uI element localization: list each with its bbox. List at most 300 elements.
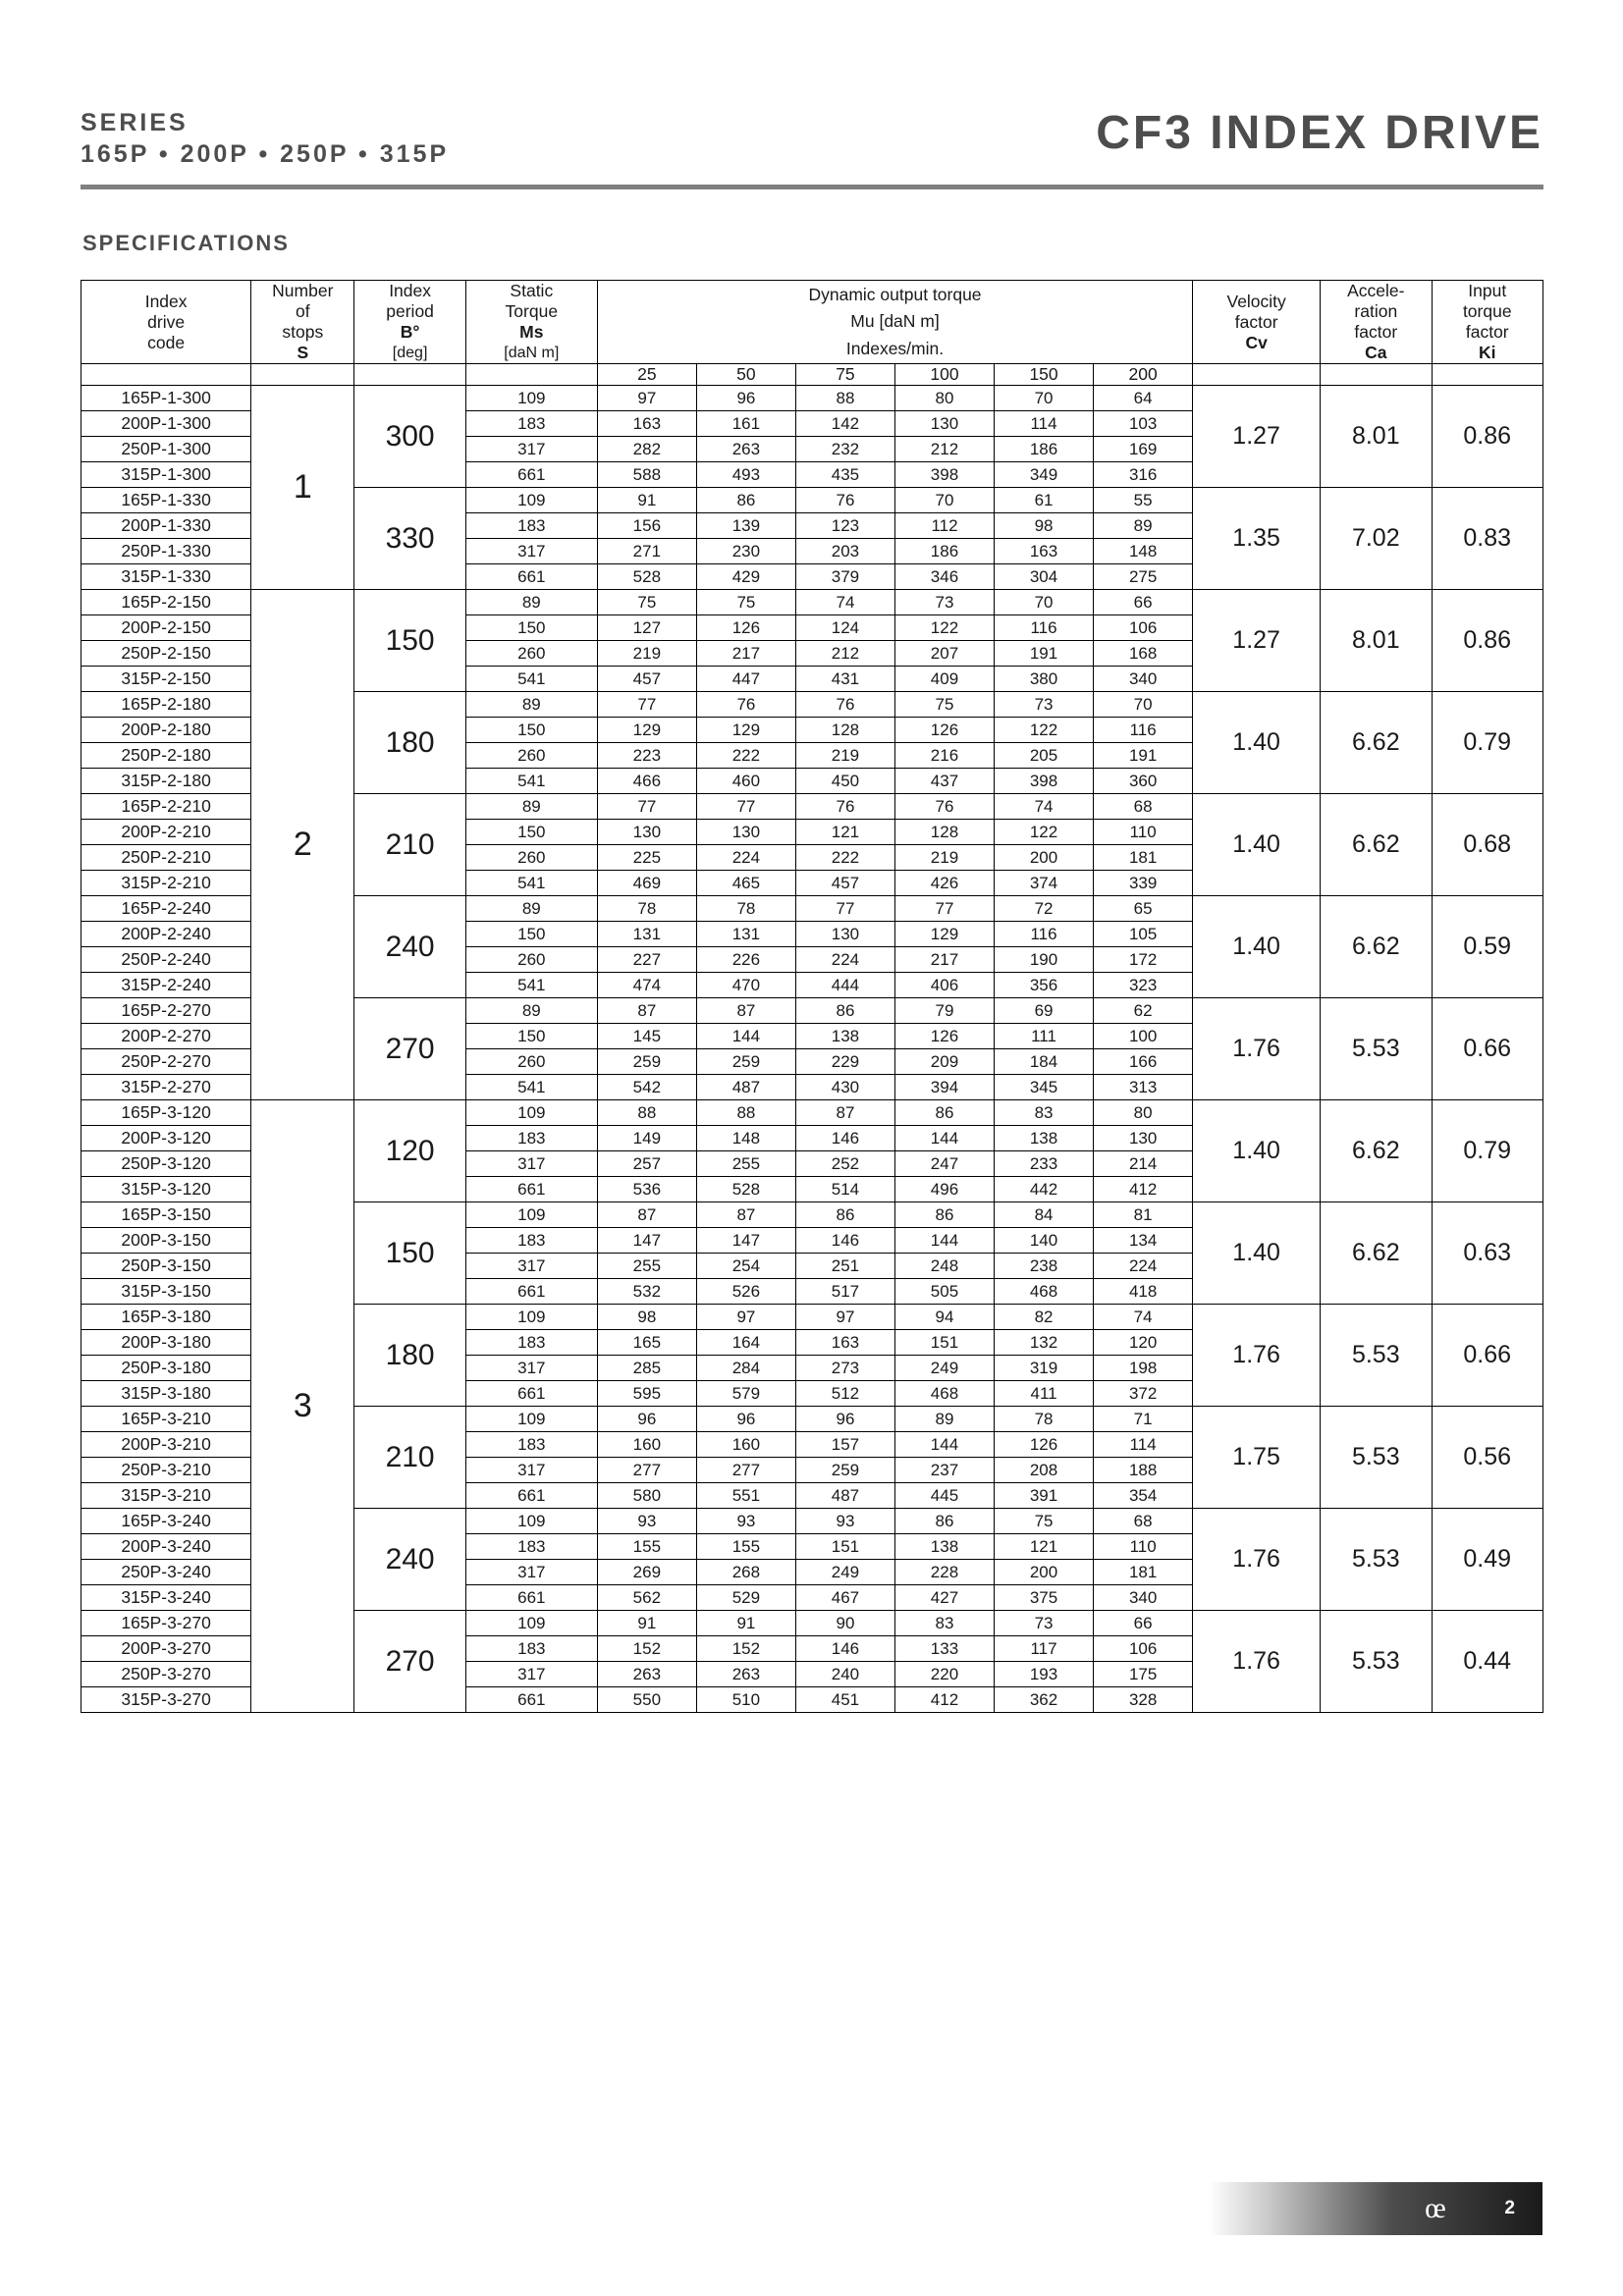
cell-dynamic-torque-50: 76 (696, 692, 795, 718)
cell-dynamic-torque-50: 493 (696, 462, 795, 488)
cell-dynamic-torque-150: 70 (995, 590, 1094, 615)
cell-static-torque: 317 (465, 1662, 597, 1687)
cell-static-torque: 260 (465, 743, 597, 769)
cell-dynamic-torque-100: 77 (894, 896, 994, 922)
cell-dynamic-torque-50: 284 (696, 1356, 795, 1381)
cell-velocity-factor: 1.40 (1193, 692, 1321, 794)
cell-dynamic-torque-50: 263 (696, 1662, 795, 1687)
table-head-mu-cols (81, 364, 1543, 386)
cell-dynamic-torque-200: 68 (1094, 1509, 1193, 1534)
cell-dynamic-torque-150: 200 (995, 845, 1094, 871)
cell-index-drive-code: 315P-2-210 (81, 871, 251, 896)
cell-dynamic-torque-100: 83 (894, 1611, 994, 1636)
cell-dynamic-torque-100: 73 (894, 590, 994, 615)
cell-dynamic-torque-75: 128 (795, 718, 894, 743)
cell-index-drive-code: 315P-3-270 (81, 1687, 251, 1713)
cell-acceleration-factor: 6.62 (1321, 1202, 1432, 1305)
cell-dynamic-torque-150: 319 (995, 1356, 1094, 1381)
cell-dynamic-torque-150: 111 (995, 1024, 1094, 1049)
cell-static-torque: 109 (465, 1100, 597, 1126)
cell-dynamic-torque-150: 75 (995, 1509, 1094, 1534)
cell-dynamic-torque-50: 268 (696, 1560, 795, 1585)
cell-dynamic-torque-25: 588 (597, 462, 696, 488)
cell-dynamic-torque-50: 160 (696, 1432, 795, 1458)
cell-dynamic-torque-75: 88 (795, 386, 894, 411)
cell-dynamic-torque-100: 75 (894, 692, 994, 718)
cell-dynamic-torque-200: 181 (1094, 1560, 1193, 1585)
cell-static-torque: 661 (465, 564, 597, 590)
th-ki-l3: factor (1465, 322, 1509, 342)
cell-dynamic-torque-150: 238 (995, 1254, 1094, 1279)
cell-dynamic-torque-150: 82 (995, 1305, 1094, 1330)
cell-dynamic-torque-200: 62 (1094, 998, 1193, 1024)
th-ca-l2: ration (1354, 301, 1398, 321)
cell-dynamic-torque-50: 528 (696, 1177, 795, 1202)
cell-input-torque-factor: 0.79 (1432, 1100, 1543, 1202)
table-row (81, 1100, 1543, 1126)
th-cv-l1: Velocity (1226, 291, 1286, 311)
cell-dynamic-torque-200: 100 (1094, 1024, 1193, 1049)
cell-dynamic-torque-100: 122 (894, 615, 994, 641)
th-mu-75: 75 (795, 364, 894, 386)
cell-static-torque: 317 (465, 437, 597, 462)
cell-dynamic-torque-75: 146 (795, 1228, 894, 1254)
th-velocity-factor (1193, 281, 1321, 364)
header-divider (81, 185, 1543, 189)
cell-dynamic-torque-200: 110 (1094, 820, 1193, 845)
cell-dynamic-torque-50: 78 (696, 896, 795, 922)
cell-static-torque: 150 (465, 820, 597, 845)
cell-dynamic-torque-50: 91 (696, 1611, 795, 1636)
cell-dynamic-torque-150: 468 (995, 1279, 1094, 1305)
cell-dynamic-torque-100: 94 (894, 1305, 994, 1330)
table-row (81, 386, 1543, 411)
cell-dynamic-torque-75: 249 (795, 1560, 894, 1585)
cell-dynamic-torque-75: 124 (795, 615, 894, 641)
cell-index-drive-code: 250P-3-210 (81, 1458, 251, 1483)
cell-dynamic-torque-50: 77 (696, 794, 795, 820)
th-spacer-code (81, 364, 251, 386)
cell-dynamic-torque-75: 251 (795, 1254, 894, 1279)
cell-dynamic-torque-150: 61 (995, 488, 1094, 513)
cell-dynamic-torque-50: 429 (696, 564, 795, 590)
cell-dynamic-torque-100: 248 (894, 1254, 994, 1279)
cell-static-torque: 109 (465, 488, 597, 513)
cell-index-drive-code: 250P-3-240 (81, 1560, 251, 1585)
th-mu-100: 100 (894, 364, 994, 386)
cell-dynamic-torque-50: 263 (696, 437, 795, 462)
cell-dynamic-torque-200: 181 (1094, 845, 1193, 871)
th-code-l1: Index (144, 291, 188, 311)
cell-dynamic-torque-25: 91 (597, 488, 696, 513)
cell-dynamic-torque-100: 247 (894, 1151, 994, 1177)
cell-dynamic-torque-50: 86 (696, 488, 795, 513)
cell-dynamic-torque-200: 134 (1094, 1228, 1193, 1254)
cell-static-torque: 661 (465, 1585, 597, 1611)
cell-dynamic-torque-150: 186 (995, 437, 1094, 462)
cell-velocity-factor: 1.27 (1193, 590, 1321, 692)
cell-dynamic-torque-50: 465 (696, 871, 795, 896)
cell-dynamic-torque-100: 207 (894, 641, 994, 667)
cell-input-torque-factor: 0.63 (1432, 1202, 1543, 1305)
cell-velocity-factor: 1.35 (1193, 488, 1321, 590)
cell-dynamic-torque-150: 114 (995, 411, 1094, 437)
cell-dynamic-torque-75: 457 (795, 871, 894, 896)
cell-acceleration-factor: 6.62 (1321, 896, 1432, 998)
cell-static-torque: 541 (465, 1075, 597, 1100)
cell-dynamic-torque-75: 90 (795, 1611, 894, 1636)
cell-dynamic-torque-25: 163 (597, 411, 696, 437)
cell-dynamic-torque-100: 249 (894, 1356, 994, 1381)
th-code-l3: code (147, 332, 186, 352)
cell-index-drive-code: 165P-3-120 (81, 1100, 251, 1126)
cell-index-drive-code: 165P-2-180 (81, 692, 251, 718)
cell-dynamic-torque-50: 96 (696, 1407, 795, 1432)
cell-input-torque-factor: 0.44 (1432, 1611, 1543, 1713)
cell-index-drive-code: 315P-3-240 (81, 1585, 251, 1611)
cell-dynamic-torque-150: 69 (995, 998, 1094, 1024)
th-stops-l2: of (296, 301, 310, 321)
cell-dynamic-torque-50: 87 (696, 998, 795, 1024)
cell-static-torque: 317 (465, 1151, 597, 1177)
cell-dynamic-torque-75: 151 (795, 1534, 894, 1560)
cell-dynamic-torque-25: 532 (597, 1279, 696, 1305)
cell-static-torque: 150 (465, 922, 597, 947)
cell-dynamic-torque-50: 255 (696, 1151, 795, 1177)
cell-dynamic-torque-200: 323 (1094, 973, 1193, 998)
cell-dynamic-torque-100: 468 (894, 1381, 994, 1407)
cell-dynamic-torque-50: 551 (696, 1483, 795, 1509)
cell-static-torque: 317 (465, 1458, 597, 1483)
cell-dynamic-torque-75: 240 (795, 1662, 894, 1687)
cell-dynamic-torque-100: 86 (894, 1100, 994, 1126)
cell-dynamic-torque-100: 76 (894, 794, 994, 820)
cell-dynamic-torque-25: 255 (597, 1254, 696, 1279)
cell-dynamic-torque-200: 116 (1094, 718, 1193, 743)
cell-dynamic-torque-200: 71 (1094, 1407, 1193, 1432)
cell-dynamic-torque-50: 93 (696, 1509, 795, 1534)
cell-dynamic-torque-200: 65 (1094, 896, 1193, 922)
cell-dynamic-torque-200: 105 (1094, 922, 1193, 947)
cell-dynamic-torque-50: 130 (696, 820, 795, 845)
cell-static-torque: 89 (465, 896, 597, 922)
cell-dynamic-torque-75: 87 (795, 1100, 894, 1126)
cell-dynamic-torque-50: 96 (696, 386, 795, 411)
series-block (81, 108, 449, 169)
cell-dynamic-torque-50: 470 (696, 973, 795, 998)
cell-input-torque-factor: 0.56 (1432, 1407, 1543, 1509)
cell-dynamic-torque-50: 139 (696, 513, 795, 539)
cell-dynamic-torque-25: 580 (597, 1483, 696, 1509)
cell-input-torque-factor: 0.49 (1432, 1509, 1543, 1611)
cell-dynamic-torque-100: 144 (894, 1228, 994, 1254)
cell-dynamic-torque-100: 237 (894, 1458, 994, 1483)
cell-static-torque: 541 (465, 769, 597, 794)
cell-static-torque: 260 (465, 845, 597, 871)
cell-dynamic-torque-150: 72 (995, 896, 1094, 922)
cell-dynamic-torque-150: 233 (995, 1151, 1094, 1177)
cell-dynamic-torque-75: 379 (795, 564, 894, 590)
th-mu-l1: Dynamic output torque (808, 284, 982, 304)
cell-dynamic-torque-75: 252 (795, 1151, 894, 1177)
cell-dynamic-torque-75: 222 (795, 845, 894, 871)
cell-index-drive-code: 200P-3-150 (81, 1228, 251, 1254)
cell-dynamic-torque-75: 212 (795, 641, 894, 667)
cell-index-drive-code: 315P-3-210 (81, 1483, 251, 1509)
cell-dynamic-torque-25: 259 (597, 1049, 696, 1075)
cell-dynamic-torque-200: 106 (1094, 615, 1193, 641)
cell-velocity-factor: 1.76 (1193, 1305, 1321, 1407)
cell-dynamic-torque-75: 435 (795, 462, 894, 488)
company-logo-icon: œ (1425, 2192, 1446, 2224)
cell-dynamic-torque-75: 450 (795, 769, 894, 794)
cell-dynamic-torque-200: 313 (1094, 1075, 1193, 1100)
cell-index-drive-code: 200P-1-330 (81, 513, 251, 539)
th-mu-50: 50 (696, 364, 795, 386)
cell-dynamic-torque-25: 77 (597, 692, 696, 718)
cell-velocity-factor: 1.40 (1193, 1100, 1321, 1202)
cell-dynamic-torque-200: 70 (1094, 692, 1193, 718)
cell-dynamic-torque-25: 127 (597, 615, 696, 641)
cell-dynamic-torque-50: 526 (696, 1279, 795, 1305)
cell-dynamic-torque-100: 151 (894, 1330, 994, 1356)
cell-velocity-factor: 1.76 (1193, 998, 1321, 1100)
series-word: SERIES (81, 109, 189, 136)
cell-dynamic-torque-200: 66 (1094, 1611, 1193, 1636)
cell-dynamic-torque-50: 148 (696, 1126, 795, 1151)
cell-static-torque: 89 (465, 590, 597, 615)
cell-index-period: 330 (354, 488, 465, 590)
cell-dynamic-torque-100: 86 (894, 1202, 994, 1228)
cell-dynamic-torque-75: 121 (795, 820, 894, 845)
cell-velocity-factor: 1.40 (1193, 1202, 1321, 1305)
specifications-table-wrap (81, 280, 1543, 1713)
th-spacer-ca (1321, 364, 1432, 386)
cell-index-drive-code: 315P-3-120 (81, 1177, 251, 1202)
cell-dynamic-torque-200: 188 (1094, 1458, 1193, 1483)
cell-dynamic-torque-150: 98 (995, 513, 1094, 539)
cell-dynamic-torque-50: 510 (696, 1687, 795, 1713)
cell-dynamic-torque-200: 120 (1094, 1330, 1193, 1356)
cell-index-drive-code: 315P-3-150 (81, 1279, 251, 1305)
cell-dynamic-torque-150: 73 (995, 1611, 1094, 1636)
cell-dynamic-torque-100: 138 (894, 1534, 994, 1560)
cell-dynamic-torque-50: 161 (696, 411, 795, 437)
cell-input-torque-factor: 0.68 (1432, 794, 1543, 896)
cell-input-torque-factor: 0.79 (1432, 692, 1543, 794)
cell-dynamic-torque-75: 514 (795, 1177, 894, 1202)
cell-dynamic-torque-200: 412 (1094, 1177, 1193, 1202)
cell-dynamic-torque-25: 152 (597, 1636, 696, 1662)
cell-static-torque: 260 (465, 1049, 597, 1075)
cell-static-torque: 661 (465, 462, 597, 488)
cell-dynamic-torque-75: 232 (795, 437, 894, 462)
cell-static-torque: 317 (465, 1254, 597, 1279)
cell-input-torque-factor: 0.59 (1432, 896, 1543, 998)
page-title: CF3 INDEX DRIVE (1096, 107, 1543, 159)
cell-static-torque: 183 (465, 1228, 597, 1254)
th-spacer-ms (465, 364, 597, 386)
cell-static-torque: 661 (465, 1483, 597, 1509)
cell-dynamic-torque-100: 89 (894, 1407, 994, 1432)
cell-dynamic-torque-100: 144 (894, 1126, 994, 1151)
cell-dynamic-torque-150: 380 (995, 667, 1094, 692)
cell-dynamic-torque-100: 128 (894, 820, 994, 845)
cell-dynamic-torque-50: 217 (696, 641, 795, 667)
cell-dynamic-torque-100: 126 (894, 1024, 994, 1049)
cell-acceleration-factor: 7.02 (1321, 488, 1432, 590)
cell-dynamic-torque-75: 93 (795, 1509, 894, 1534)
cell-dynamic-torque-75: 259 (795, 1458, 894, 1483)
cell-index-drive-code: 200P-3-240 (81, 1534, 251, 1560)
cell-static-torque: 661 (465, 1279, 597, 1305)
th-ms-unit: [daN m] (504, 345, 560, 361)
cell-index-drive-code: 315P-2-270 (81, 1075, 251, 1100)
cell-dynamic-torque-25: 93 (597, 1509, 696, 1534)
cell-static-torque: 317 (465, 539, 597, 564)
footer-gradient (1209, 2182, 1542, 2235)
cell-static-torque: 661 (465, 1381, 597, 1407)
th-cv-sym: Cv (1245, 332, 1268, 352)
th-ms-sym: Ms (519, 322, 544, 342)
cell-dynamic-torque-200: 110 (1094, 1534, 1193, 1560)
cell-velocity-factor: 1.40 (1193, 896, 1321, 998)
cell-acceleration-factor: 5.53 (1321, 1305, 1432, 1407)
cell-dynamic-torque-150: 126 (995, 1432, 1094, 1458)
th-stops-l3: stops (282, 322, 324, 342)
cell-static-torque: 541 (465, 871, 597, 896)
cell-dynamic-torque-100: 496 (894, 1177, 994, 1202)
cell-dynamic-torque-75: 142 (795, 411, 894, 437)
cell-index-period: 210 (354, 794, 465, 896)
cell-number-of-stops: 1 (251, 386, 354, 590)
cell-dynamic-torque-150: 362 (995, 1687, 1094, 1713)
cell-index-drive-code: 200P-3-270 (81, 1636, 251, 1662)
cell-index-drive-code: 200P-2-210 (81, 820, 251, 845)
cell-index-drive-code: 250P-2-210 (81, 845, 251, 871)
cell-dynamic-torque-50: 97 (696, 1305, 795, 1330)
cell-dynamic-torque-200: 55 (1094, 488, 1193, 513)
cell-dynamic-torque-75: 138 (795, 1024, 894, 1049)
th-spacer-ki (1432, 364, 1543, 386)
th-indexes-min (597, 336, 1192, 364)
cell-dynamic-torque-25: 156 (597, 513, 696, 539)
cell-dynamic-torque-150: 208 (995, 1458, 1094, 1483)
th-ki-l1: Input (1468, 281, 1507, 300)
cell-dynamic-torque-75: 444 (795, 973, 894, 998)
cell-dynamic-torque-200: 372 (1094, 1381, 1193, 1407)
cell-acceleration-factor: 5.53 (1321, 1611, 1432, 1713)
cell-dynamic-torque-25: 225 (597, 845, 696, 871)
cell-static-torque: 661 (465, 1687, 597, 1713)
cell-static-torque: 661 (465, 1177, 597, 1202)
cell-dynamic-torque-200: 339 (1094, 871, 1193, 896)
cell-dynamic-torque-100: 437 (894, 769, 994, 794)
cell-dynamic-torque-200: 198 (1094, 1356, 1193, 1381)
cell-index-drive-code: 200P-3-180 (81, 1330, 251, 1356)
cell-static-torque: 183 (465, 411, 597, 437)
cell-dynamic-torque-25: 457 (597, 667, 696, 692)
cell-dynamic-torque-25: 96 (597, 1407, 696, 1432)
cell-dynamic-torque-50: 129 (696, 718, 795, 743)
cell-dynamic-torque-25: 87 (597, 998, 696, 1024)
th-ms-l2: Torque (505, 301, 559, 321)
cell-dynamic-torque-50: 230 (696, 539, 795, 564)
cell-dynamic-torque-50: 447 (696, 667, 795, 692)
cell-index-drive-code: 250P-1-330 (81, 539, 251, 564)
cell-index-period: 120 (354, 1100, 465, 1202)
cell-dynamic-torque-100: 217 (894, 947, 994, 973)
cell-dynamic-torque-200: 191 (1094, 743, 1193, 769)
cell-index-drive-code: 315P-1-300 (81, 462, 251, 488)
cell-index-drive-code: 165P-3-150 (81, 1202, 251, 1228)
cell-static-torque: 89 (465, 692, 597, 718)
cell-dynamic-torque-100: 70 (894, 488, 994, 513)
cell-dynamic-torque-100: 186 (894, 539, 994, 564)
cell-static-torque: 150 (465, 1024, 597, 1049)
cell-dynamic-torque-50: 87 (696, 1202, 795, 1228)
th-index-period (354, 281, 465, 364)
cell-velocity-factor: 1.27 (1193, 386, 1321, 488)
cell-dynamic-torque-50: 460 (696, 769, 795, 794)
cell-dynamic-torque-200: 175 (1094, 1662, 1193, 1687)
cell-index-period: 150 (354, 590, 465, 692)
cell-dynamic-torque-150: 121 (995, 1534, 1094, 1560)
cell-index-drive-code: 200P-2-180 (81, 718, 251, 743)
cell-acceleration-factor: 8.01 (1321, 590, 1432, 692)
cell-dynamic-torque-25: 78 (597, 896, 696, 922)
cell-dynamic-torque-100: 209 (894, 1049, 994, 1075)
cell-dynamic-torque-150: 375 (995, 1585, 1094, 1611)
cell-dynamic-torque-75: 130 (795, 922, 894, 947)
cell-dynamic-torque-25: 145 (597, 1024, 696, 1049)
cell-dynamic-torque-150: 205 (995, 743, 1094, 769)
cell-index-drive-code: 165P-2-150 (81, 590, 251, 615)
cell-dynamic-torque-200: 168 (1094, 641, 1193, 667)
cell-index-drive-code: 165P-3-210 (81, 1407, 251, 1432)
table-body (81, 386, 1543, 1713)
cell-dynamic-torque-100: 216 (894, 743, 994, 769)
th-input-torque-factor (1432, 281, 1543, 364)
th-acceleration-factor (1321, 281, 1432, 364)
cell-number-of-stops: 3 (251, 1100, 354, 1713)
cell-index-period: 180 (354, 1305, 465, 1407)
cell-dynamic-torque-100: 86 (894, 1509, 994, 1534)
cell-dynamic-torque-200: 74 (1094, 1305, 1193, 1330)
cell-velocity-factor: 1.76 (1193, 1611, 1321, 1713)
th-spacer-stops (251, 364, 354, 386)
cell-dynamic-torque-200: 418 (1094, 1279, 1193, 1305)
cell-dynamic-torque-150: 163 (995, 539, 1094, 564)
cell-static-torque: 183 (465, 1432, 597, 1458)
cell-index-drive-code: 165P-2-240 (81, 896, 251, 922)
cell-dynamic-torque-150: 191 (995, 641, 1094, 667)
cell-dynamic-torque-75: 123 (795, 513, 894, 539)
cell-dynamic-torque-25: 131 (597, 922, 696, 947)
cell-dynamic-torque-150: 200 (995, 1560, 1094, 1585)
cell-dynamic-torque-75: 273 (795, 1356, 894, 1381)
cell-dynamic-torque-150: 345 (995, 1075, 1094, 1100)
cell-dynamic-torque-50: 222 (696, 743, 795, 769)
cell-dynamic-torque-200: 64 (1094, 386, 1193, 411)
cell-dynamic-torque-150: 74 (995, 794, 1094, 820)
cell-dynamic-torque-25: 282 (597, 437, 696, 462)
cell-dynamic-torque-25: 550 (597, 1687, 696, 1713)
cell-static-torque: 109 (465, 1202, 597, 1228)
cell-dynamic-torque-50: 226 (696, 947, 795, 973)
cell-dynamic-torque-200: 169 (1094, 437, 1193, 462)
cell-dynamic-torque-75: 203 (795, 539, 894, 564)
